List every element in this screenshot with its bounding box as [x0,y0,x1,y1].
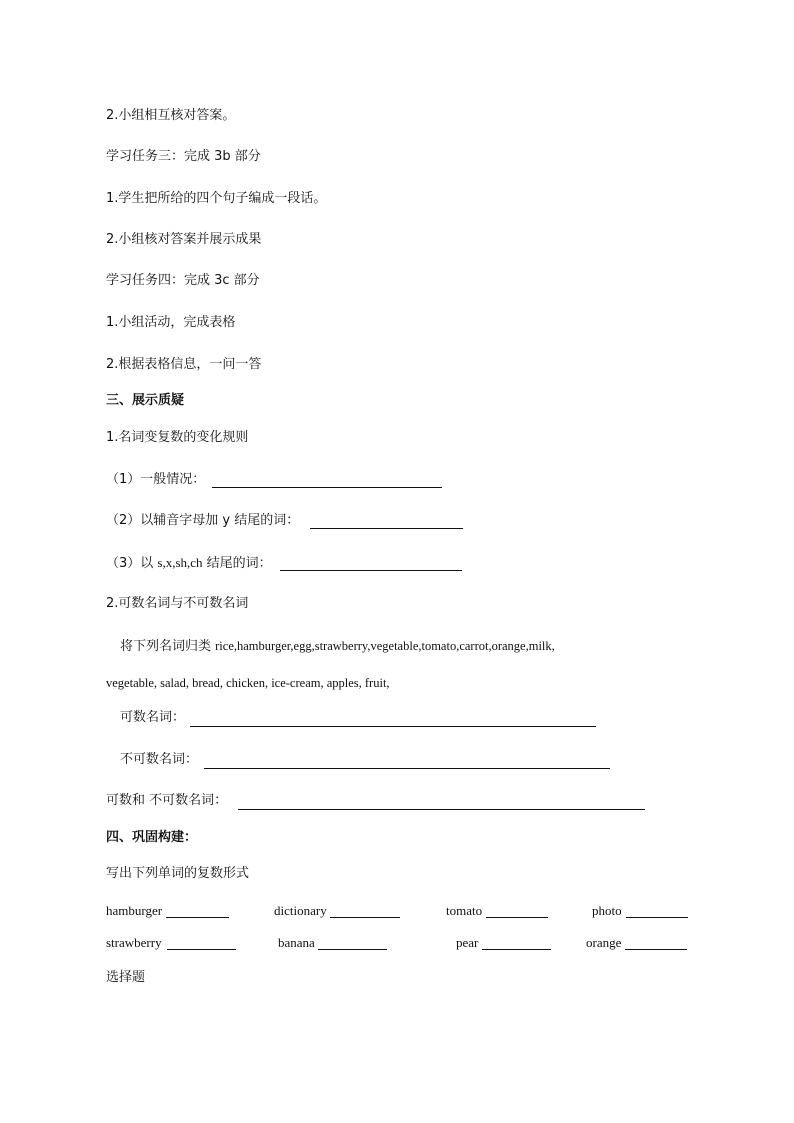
word-blank[interactable] [486,917,548,918]
word-blank[interactable] [482,949,551,950]
task-heading: 学习任务三：完成 3b 部分 [106,149,261,164]
choice-heading: 选择题 [106,970,146,985]
word-banana: banana [278,935,315,950]
task-line: 1.小组活动，完成表格 [106,315,236,330]
word-blank[interactable] [330,917,400,918]
rule-2-blank[interactable] [310,528,463,529]
word-blank[interactable] [625,949,687,950]
task-line: 2.根据表格信息，一问一答 [106,357,262,372]
word-blank[interactable] [626,917,688,918]
uncountable-blank[interactable] [204,768,610,769]
plural-instruction: 写出下列单词的复数形式 [106,866,250,881]
task-heading: 学习任务四：完成 3c 部分 [106,273,260,288]
word-blank[interactable] [167,949,236,950]
both-blank[interactable] [238,809,645,810]
countable-label: 可数名词： [120,710,186,725]
countable-blank[interactable] [190,726,596,727]
task-line: 2.小组核对答案并展示成果 [106,232,262,247]
word-orange: orange [586,935,622,950]
word-tomato: tomato [446,903,483,918]
rule-2-label: （2）以辅音字母加 y 结尾的词： [106,513,300,528]
both-label: 可数和 不可数名词： [106,793,228,808]
rule-3-letters: s,x,sh,ch [157,555,203,570]
classify-line [120,638,555,655]
classify-words: rice,hamburger,egg,strawberry,vegetable,tomato,carrot,orange,milk, [215,639,555,653]
word-dictionary: dictionary [274,903,327,918]
rule-3-prefix: （3）以 [106,556,158,571]
rules-title: 1.名词变复数的变化规则 [106,430,249,445]
rule-3-suffix: 结尾的词： [202,556,272,571]
task-line: 2.小组相互核对答案。 [106,108,236,123]
section-heading: 四、巩固构建： [106,830,198,845]
word-strawberry: strawberry [106,935,162,950]
word-hamburger: hamburger [106,903,163,918]
classify-words-cont: vegetable, salad, bread, chicken, ice-cream, apples, fruit, [106,676,390,690]
section-heading: 三、展示质疑 [106,393,185,408]
word-blank[interactable] [166,917,229,918]
word-blank[interactable] [318,949,387,950]
rule-3-label [106,555,272,572]
rule-1-blank[interactable] [212,487,442,488]
classify-prefix: 将下列名词归类 [120,639,216,654]
word-photo: photo [592,903,622,918]
countable-title: 2.可数名词与不可数名词 [106,596,249,611]
uncountable-label: 不可数名词： [120,752,199,767]
word-pear: pear [456,935,479,950]
rule-3-blank[interactable] [280,570,462,571]
task-line: 1.学生把所给的四个句子编成一段话。 [106,191,327,206]
rule-1-label: （1）一般情况： [106,472,206,487]
